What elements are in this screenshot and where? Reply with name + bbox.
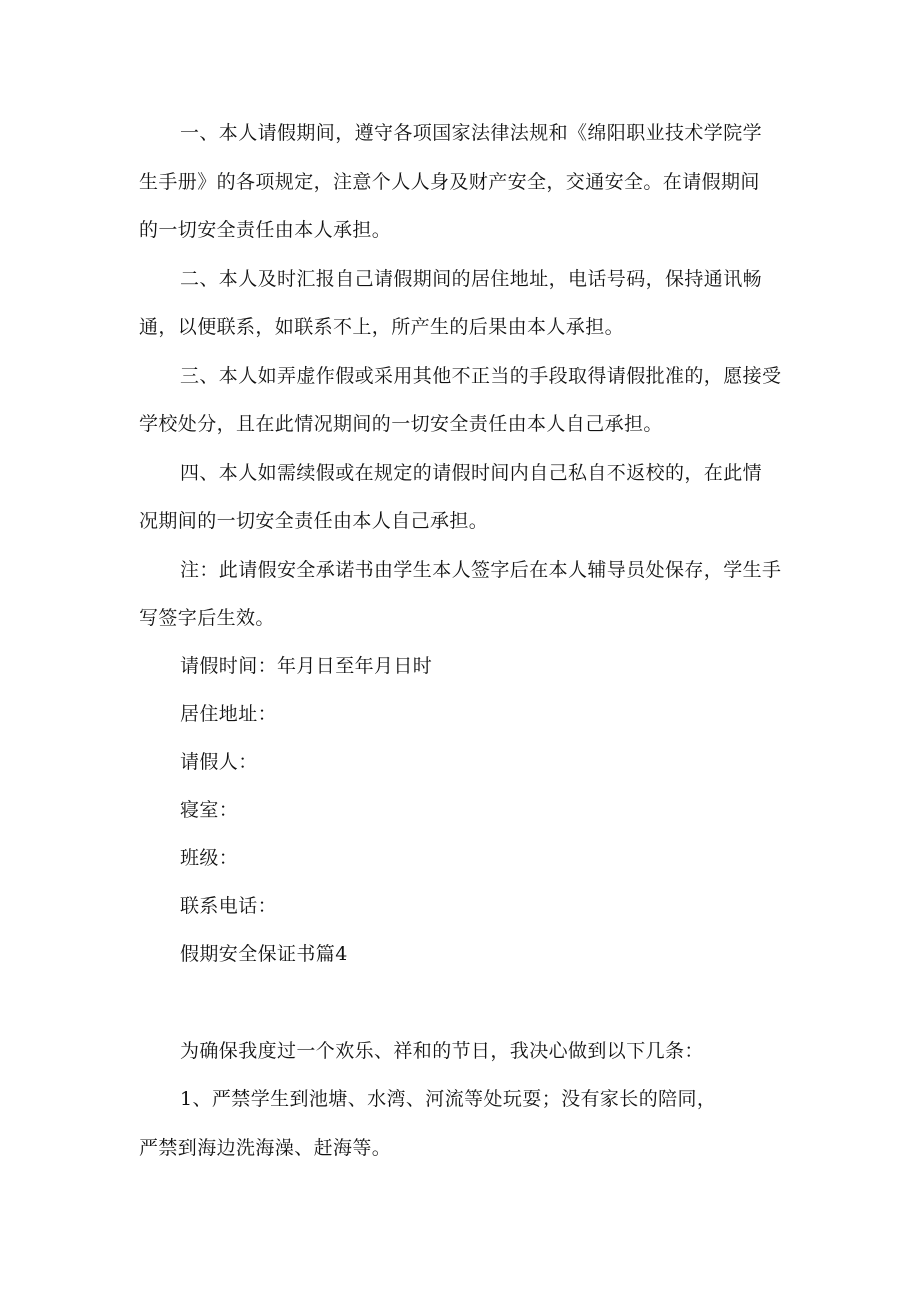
- applicant-field: 请假人：: [180, 751, 258, 773]
- item-1-line-2: 严禁到海边洗海澡、赶海等。: [139, 1137, 392, 1159]
- note-line-1: 注：此请假安全承诺书由学生本人签字后在本人辅导员处保存，学生手: [180, 559, 782, 581]
- dorm-field: 寝室：: [180, 799, 239, 821]
- section-title: 假期安全保证书篇4: [180, 943, 348, 965]
- paragraph-2-line-1: 二、本人及时汇报自己请假期间的居住地址，电话号码，保持通讯畅: [180, 268, 763, 290]
- paragraph-3-line-2: 学校处分，且在此情况期间的一切安全责任由本人自己承担。: [139, 413, 663, 435]
- paragraph-4-line-1: 四、本人如需续假或在规定的请假时间内自己私自不返校的，在此情: [180, 462, 763, 484]
- paragraph-1-line-1: 一、本人请假期间，遵守各项国家法律法规和《绵阳职业技术学院学: [180, 122, 763, 144]
- address-field: 居住地址：: [180, 703, 278, 725]
- paragraph-4-line-2: 况期间的一切安全责任由本人自己承担。: [139, 510, 489, 532]
- paragraph-5: 为确保我度过一个欢乐、祥和的节日，我决心做到以下几条：: [180, 1040, 704, 1062]
- paragraph-1-line-3: 的一切安全责任由本人承担。: [139, 219, 392, 241]
- paragraph-1-line-2: 生手册》的各项规定，注意个人人身及财产安全，交通安全。在请假期间: [139, 171, 760, 193]
- paragraph-3-line-1: 三、本人如弄虚作假或采用其他不正当的手段取得请假批准的，愿接受: [180, 365, 782, 387]
- paragraph-2-line-2: 通，以便联系，如联系不上，所产生的后果由本人承担。: [139, 316, 625, 338]
- item-1-line-1: 1、严禁学生到池塘、水湾、河流等处玩耍；没有家长的陪同，: [180, 1088, 717, 1110]
- class-field: 班级：: [180, 847, 239, 869]
- phone-field: 联系电话：: [180, 895, 278, 917]
- note-line-2: 写签字后生效。: [139, 607, 275, 629]
- leave-time-field: 请假时间：年月日至年月日时: [180, 655, 433, 677]
